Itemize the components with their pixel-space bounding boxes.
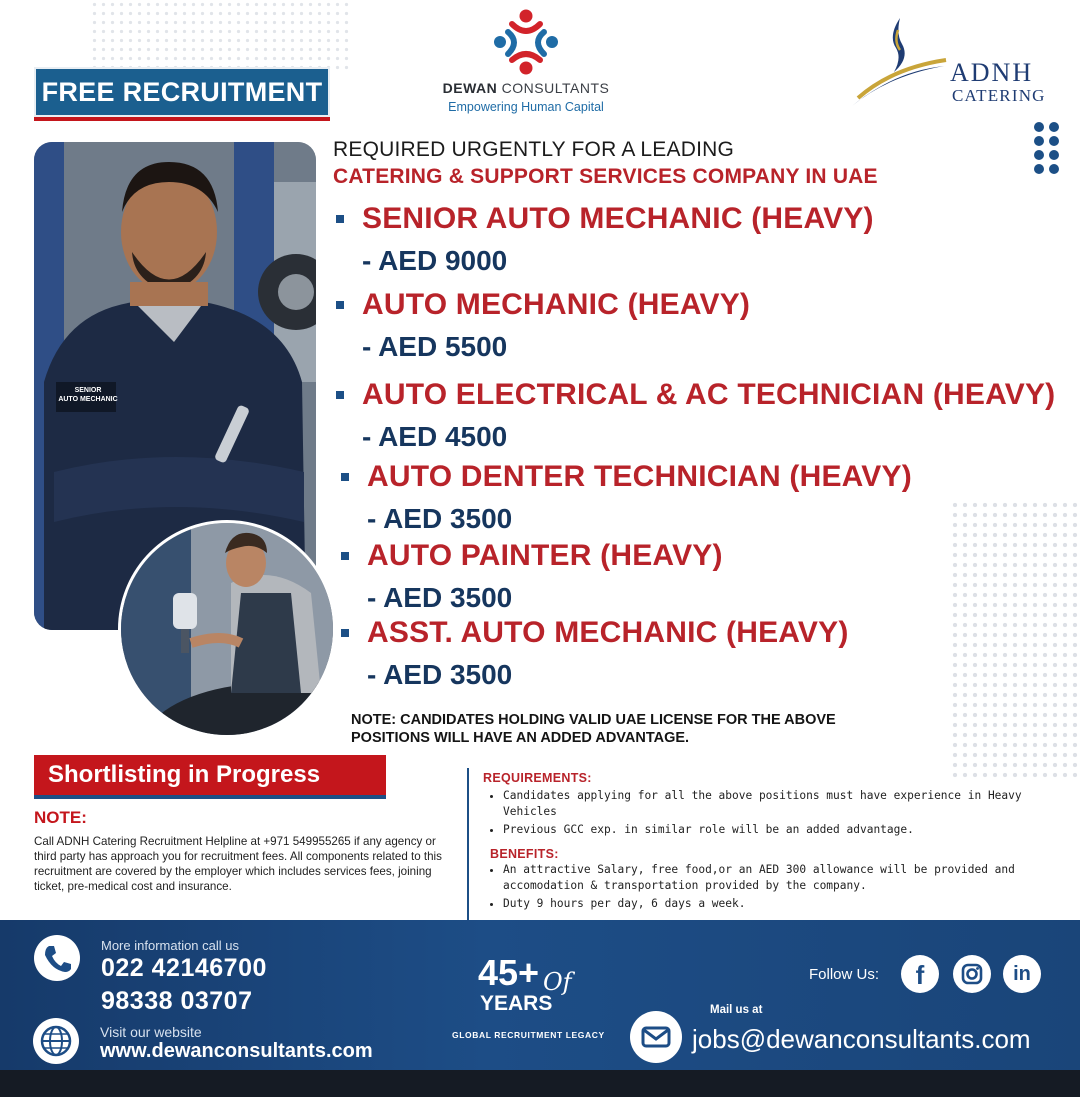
bullet-icon: [336, 215, 344, 223]
job-salary: - AED 3500: [367, 503, 513, 534]
free-recruitment-label: FREE RECRUITMENT: [41, 77, 323, 107]
bullet-icon: [341, 473, 349, 481]
mail-us-label: Mail us at: [710, 1004, 763, 1016]
list-item: • Candidates applying for all the above positions must have experience in Heavy Vehicles: [503, 788, 1043, 820]
uniform-patch: SENIOR AUTO MECHANIC: [58, 387, 118, 403]
bullet-icon: [336, 301, 344, 309]
license-note: NOTE: CANDIDATES HOLDING VALID UAE LICENSE FOR THE ABOVE POSITIONS WILL HAVE AN ADDED ADVANTAGE.: [351, 712, 836, 746]
phone-icon: [34, 935, 80, 981]
note-text: Call ADNH Catering Recruitment Helpline at +971 549955265 if any agency or third party has approach you for recruitment fees. All components related to this recruitment are covered by the employer which includes services fees, joining ticket, pre-medical cost and insurance.: [34, 835, 442, 893]
headline-line2: CATERING & SUPPORT SERVICES COMPANY IN UAE: [333, 165, 878, 188]
facebook-icon[interactable]: f: [901, 955, 939, 993]
linkedin-icon[interactable]: in: [1003, 955, 1041, 993]
instagram-icon[interactable]: [953, 955, 991, 993]
adnh-logo-name: ADNH: [950, 58, 1034, 87]
website-link[interactable]: www.dewanconsultants.com: [100, 1040, 373, 1062]
bullet-icon: [336, 391, 344, 399]
shortlisting-badge: [34, 755, 386, 795]
phone-number[interactable]: 022 42146700: [101, 954, 267, 982]
dewan-tagline: Empowering Human Capital: [448, 100, 604, 114]
list-item: • Previous GCC exp. in similar role will be an added advantage.: [503, 822, 1043, 838]
job-title: AUTO PAINTER (HEAVY): [367, 539, 723, 572]
more-info-label: More information call us: [101, 938, 239, 953]
footer-bottom-bar: [0, 1070, 1080, 1097]
job-salary: - AED 3500: [367, 582, 513, 613]
job-title: AUTO ELECTRICAL & AC TECHNICIAN (HEAVY): [362, 378, 1056, 411]
job-title: SENIOR AUTO MECHANIC (HEAVY): [362, 202, 874, 235]
globe-icon: [33, 1018, 79, 1064]
job-salary: - AED 9000: [362, 245, 508, 276]
legacy-label: GLOBAL RECRUITMENT LEGACY: [452, 1030, 605, 1040]
dewan-logo-name: DEWAN CONSULTANTS: [442, 80, 610, 96]
job-salary: - AED 3500: [367, 659, 513, 690]
requirements-list: [490, 788, 1043, 840]
shortlisting-label: Shortlisting in Progress: [48, 761, 321, 788]
follow-us-label: Follow Us:: [809, 966, 880, 983]
list-item: • Duty 9 hours per day, 6 days a week.: [503, 896, 1043, 912]
adnh-logo-icon: [848, 14, 948, 114]
bullet-icon: [341, 629, 349, 637]
email-link[interactable]: jobs@dewanconsultants.com: [692, 1024, 1031, 1054]
list-item: • An attractive Salary, free food,or an AED 300 allowance will be provided and accomodation & transportation provided by the company.: [503, 862, 1043, 894]
job-title: AUTO DENTER TECHNICIAN (HEAVY): [367, 460, 912, 493]
years-of: Of: [543, 968, 572, 996]
benefits-list: [490, 862, 1043, 914]
requirements-heading: REQUIREMENTS:: [483, 771, 592, 785]
note-heading: NOTE:: [34, 808, 87, 827]
decorative-dot-grid: [1034, 122, 1060, 174]
job-title: ASST. AUTO MECHANIC (HEAVY): [367, 616, 849, 649]
divider: [467, 768, 469, 920]
auto-painter-photo: [118, 520, 336, 738]
adnh-logo-sub: CATERING: [952, 86, 1046, 105]
visit-website-label: Visit our website: [100, 1024, 202, 1040]
dewan-logo-icon: [490, 8, 562, 76]
mail-icon: [630, 1011, 682, 1063]
auto-painter-illustration: [121, 523, 333, 735]
years-label: YEARS: [480, 992, 553, 1015]
headline-line1: REQUIRED URGENTLY FOR A LEADING: [333, 138, 735, 161]
job-title: AUTO MECHANIC (HEAVY): [362, 288, 751, 321]
decorative-dots: [90, 0, 350, 70]
free-recruitment-badge: [34, 67, 330, 117]
years-number: 45+: [478, 952, 540, 993]
benefits-heading: BENEFITS:: [490, 847, 559, 861]
job-salary: - AED 4500: [362, 421, 508, 452]
bullet-icon: [341, 552, 349, 560]
phone-number[interactable]: 98338 03707: [101, 987, 253, 1015]
decorative-dots: [950, 500, 1080, 780]
job-salary: - AED 5500: [362, 331, 508, 362]
